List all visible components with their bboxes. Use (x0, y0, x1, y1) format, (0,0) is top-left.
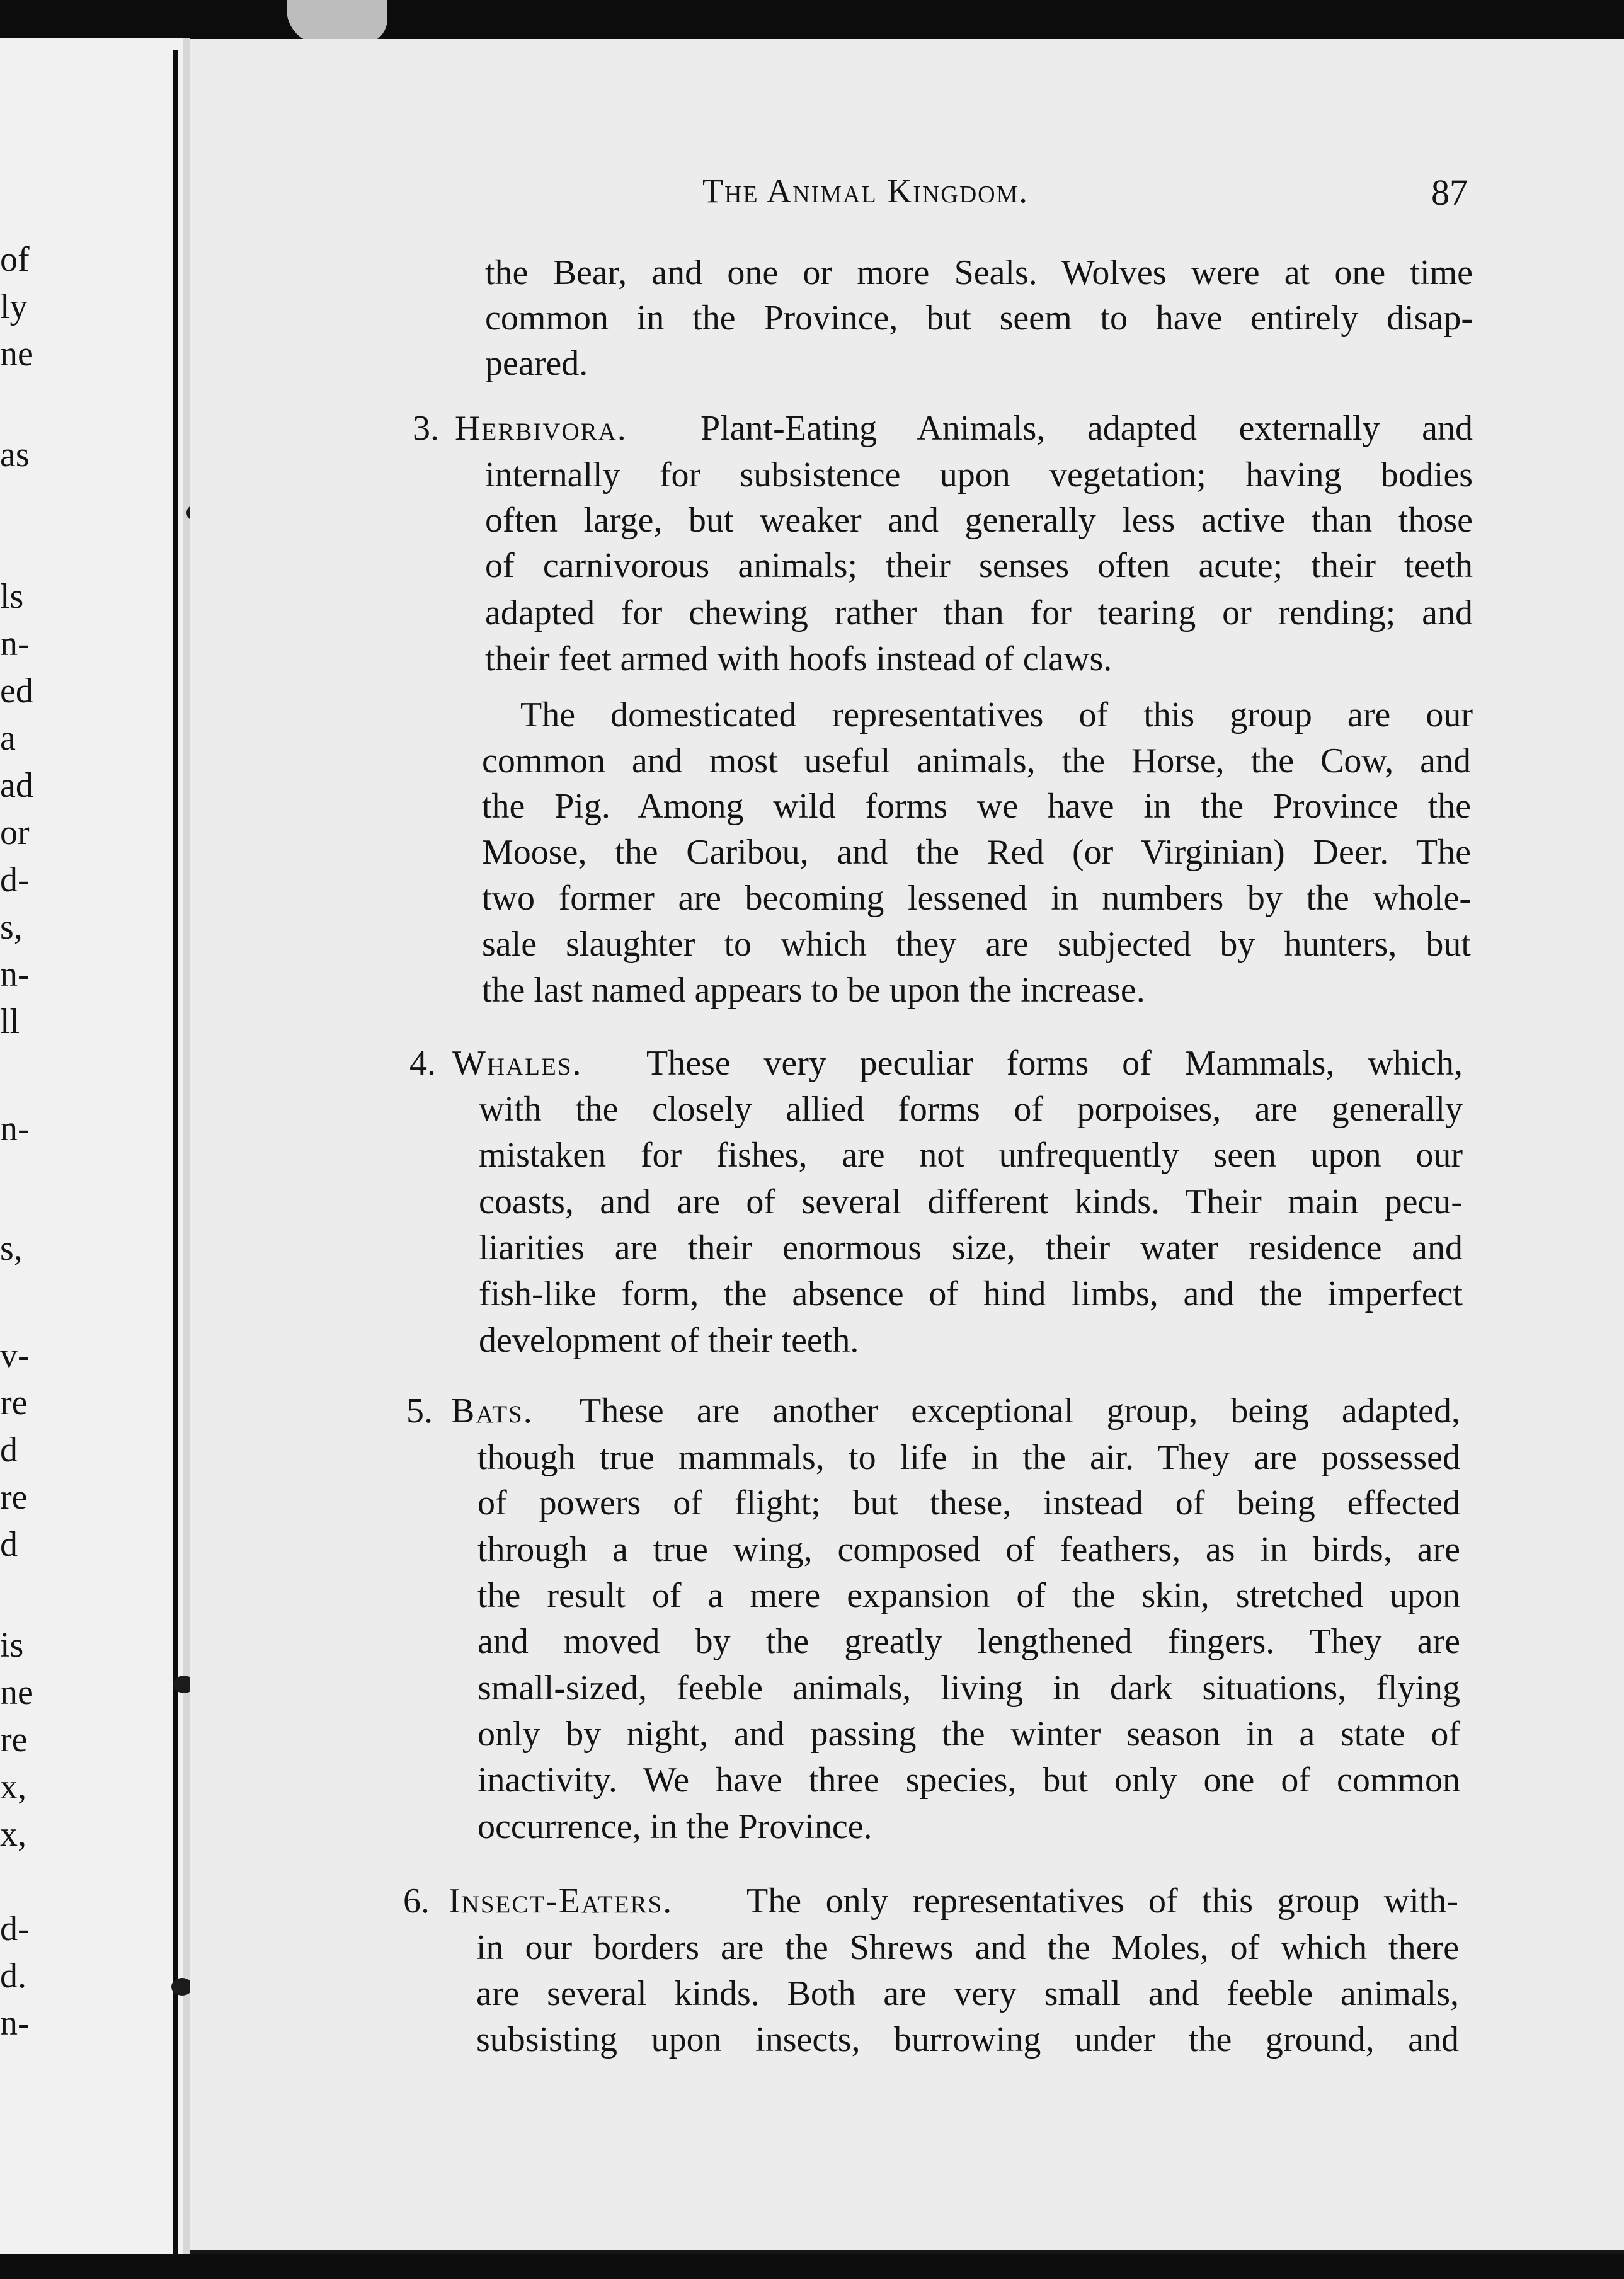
text-line: common in the Province, but seem to have entirely disap- (485, 299, 1473, 338)
text-line: coasts, and are of several different kinds. Their main pecu- (479, 1182, 1463, 1221)
text-line: internally for subsistence upon vegetation; having bodies (485, 455, 1473, 494)
binding-knot (171, 1978, 193, 1996)
section-number: 6. (403, 1882, 430, 1921)
left-page-fragment: re (0, 1720, 28, 1759)
text-line: The domesticated representatives of this group are our (520, 695, 1473, 734)
left-page-fragment: n- (0, 624, 30, 663)
binding-line (173, 50, 178, 2255)
text-line: through a true wing, composed of feathers, as in birds, are (477, 1530, 1461, 1569)
page-number: 87 (1431, 172, 1468, 213)
text-line: only by night, and passing the winter season in a state of (477, 1715, 1461, 1754)
left-page-fragment: ll (0, 1002, 20, 1041)
text-line: Moose, the Caribou, and the Red (or Virginian) Deer. The (482, 833, 1471, 872)
text-line: These very peculiar forms of Mammals, which, (646, 1044, 1463, 1083)
left-page-fragment: d (0, 1431, 18, 1470)
text-line: though true mammals, to life in the air. They are possessed (477, 1438, 1460, 1477)
text-line: two former are becoming lessened in numbers by the whole- (482, 879, 1471, 918)
left-page-fragment: ls (0, 577, 24, 616)
left-page-fragment: is (0, 1626, 24, 1665)
left-page-fragment: ly (0, 287, 28, 326)
left-page-fragment: ne (0, 334, 33, 374)
left-page-fragment: s, (0, 1229, 23, 1268)
left-page-fragment: ad (0, 766, 33, 805)
section-heading: Insect-Eaters. (449, 1882, 673, 1921)
text-line: peared. (485, 344, 588, 383)
left-page-fragment: n- (0, 955, 30, 994)
text-line: occurrence, in the Province. (477, 1807, 872, 1846)
text-line: the Bear, and one or more Seals. Wolves were at one time (485, 253, 1473, 292)
text-line: of carnivorous animals; their senses often acute; their teeth (485, 546, 1473, 585)
text-line: the last named appears to be upon the increase. (482, 971, 1145, 1010)
text-line: adapted for chewing rather than for tearing or rending; and (485, 593, 1473, 632)
section-heading: Whales. (452, 1044, 583, 1083)
left-page-fragment: x, (0, 1815, 26, 1854)
text-line: These are another exceptional group, being adapted, (580, 1391, 1460, 1431)
left-page-fragment: n- (0, 1109, 30, 1148)
left-page-fragments (0, 38, 189, 2255)
left-page-fragment: or (0, 813, 30, 852)
left-page (0, 38, 189, 2255)
text-line: their feet armed with hoofs instead of claws. (485, 639, 1112, 678)
left-page-fragment: of (0, 240, 30, 279)
text-line: The only representatives of this group with- (746, 1882, 1458, 1921)
text-line: fish-like form, the absence of hind limbs, and the imperfect (479, 1274, 1463, 1313)
left-page-fragment: a (0, 719, 16, 758)
text-line: subsisting upon insects, burrowing under the ground, and (476, 2020, 1459, 2059)
left-page-fragment: re (0, 1478, 28, 1517)
text-line: often large, but weaker and generally less active than those (485, 501, 1473, 540)
left-page-fragment: d (0, 1525, 18, 1564)
torn-paper-corner (287, 0, 387, 44)
text-line: of powers of flight; but these, instead of being effected (477, 1483, 1460, 1522)
running-head: The Animal Kingdom. (702, 172, 1029, 210)
left-page-fragment: as (0, 435, 30, 474)
left-page-fragment: v- (0, 1336, 30, 1375)
section-number: 4. (409, 1044, 436, 1083)
text-line: common and most useful animals, the Horse, the Cow, and (482, 741, 1471, 780)
section-heading: Bats. (451, 1391, 534, 1431)
page-gutter (183, 38, 190, 2255)
text-line: with the closely allied forms of porpoises, are generally (479, 1090, 1463, 1129)
text-line: are several kinds. Both are very small and feeble animals, (476, 1974, 1460, 2013)
left-page-fragment: d- (0, 860, 30, 900)
text-line: in our borders are the Shrews and the Moles, of which there (476, 1928, 1459, 1967)
text-line: Plant-Eating Animals, adapted externally and (700, 409, 1473, 448)
left-page-fragment: d. (0, 1956, 26, 1996)
left-page-fragment: s, (0, 908, 23, 947)
left-page-fragment: ed (0, 671, 33, 711)
section-heading: Herbivora. (455, 409, 627, 448)
text-line: the Pig. Among wild forms we have in the Province the (482, 787, 1471, 826)
text-line: small-sized, feeble animals, living in dark situations, flying (477, 1669, 1461, 1708)
bottom-dark-edge (0, 2254, 1624, 2279)
left-page-fragment: d- (0, 1909, 30, 1948)
text-line: the result of a mere expansion of the skin, stretched upon (477, 1576, 1460, 1615)
left-page-fragment: x, (0, 1768, 26, 1807)
text-line: development of their teeth. (479, 1321, 859, 1360)
text-line: inactivity. We have three species, but only one of common (477, 1761, 1461, 1800)
section-number: 5. (406, 1391, 433, 1431)
text-line: sale slaughter to which they are subjected by hunters, but (482, 925, 1471, 964)
text-line: liarities are their enormous size, their water residence and (479, 1228, 1463, 1267)
left-page-fragment: re (0, 1383, 28, 1422)
left-page-fragment: n- (0, 2004, 30, 2043)
left-page-fragment: ne (0, 1673, 33, 1712)
text-line: mistaken for fishes, are not unfrequently seen upon our (479, 1136, 1463, 1175)
section-number: 3. (413, 409, 439, 448)
text-line: and moved by the greatly lengthened fingers. They are (477, 1622, 1460, 1661)
